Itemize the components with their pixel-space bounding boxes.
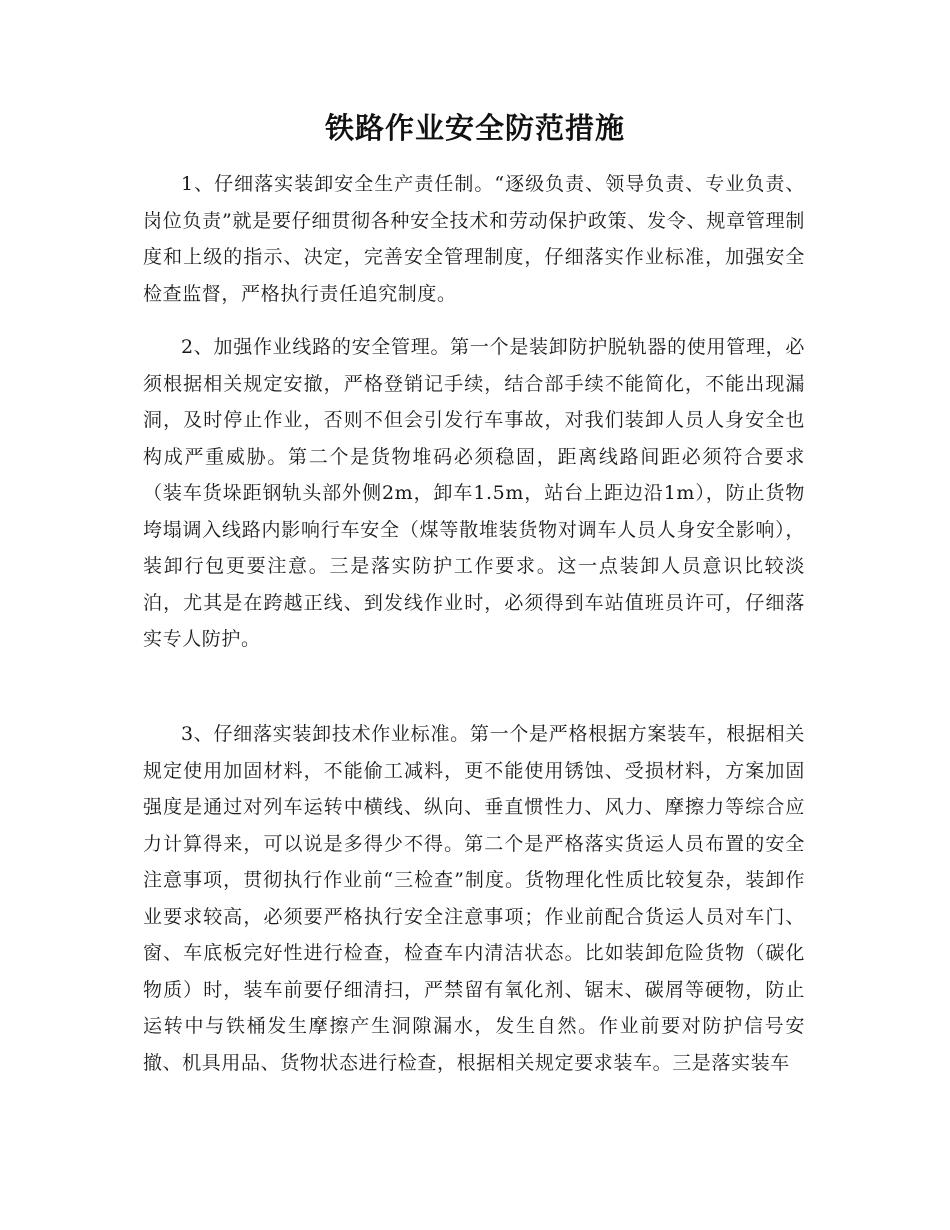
document-title: 铁路作业安全防范措施 <box>324 111 625 145</box>
paragraph-2: 2、加强作业线路的安全管理。第一个是装卸防护脱轨器的使用管理，必须根据相关规定安撤，严格登销记手续，结合部手续不能简化，不能出现漏洞，及时停止作业，否则不但会引发行车事故，对我们装卸人员人身安全也构成严重威胁。第二个是货物堆码必须稳固，距离线路间距必须符合要求（装车货垛距钢轨头部外侧2m，卸车1.5m，站台上距边沿1m），防止货物垮塌调入线路内影响行车安全（煤等散堆装货物对调车人员人身安全影响），装卸行包更要注意。三是落实防护工作要求。这一点装卸人员意识比较淡泊，尤其是在跨越正线、到发线作业时，必须得到车站值班员许可，仔细落实专人防护。 <box>143 336 805 650</box>
paragraph-3: 3、仔细落实装卸技术作业标准。第一个是严格根据方案装车，根据相关规定使用加固材料，不能偷工减料，更不能使用锈蚀、受损材料，方案加固强度是通过对列车运转中横线、纵向、垂直惯性力、风力、摩擦力等综合应力计算得来，可以说是多得少不得。第二个是严格落实货运人员布置的安全注意事项，贯彻执行作业前“三检查”制度。货物理化性质比较复杂，装卸作业要求较高，必须要严格执行安全注意事项；作业前配合货运人员对车门、窗、车底板完好性进行检查，检查车内清洁状态。比如装卸危险货物（碳化物质）时，装车前要仔细清扫，严禁留有氧化剂、锯末、碳屑等硬物，防止运转中与铁桶发生摩擦产生洞隙漏水，发生自然。作业前要对防护信号安撤、机具用品、货物状态进行检查，根据相关规定要求装车。三是落实装车 <box>143 723 805 1074</box>
paragraph-1: 1、仔细落实装卸安全生产责任制。“逐级负责、领导负责、专业负责、岗位负责”就是要仔细贯彻各种安全技术和劳动保护政策、发令、规章管理制度和上级的指示、决定，完善安全管理制度，仔细落实作业标准，加强安全检查监督，严格执行责任追究制度。 <box>143 173 805 305</box>
